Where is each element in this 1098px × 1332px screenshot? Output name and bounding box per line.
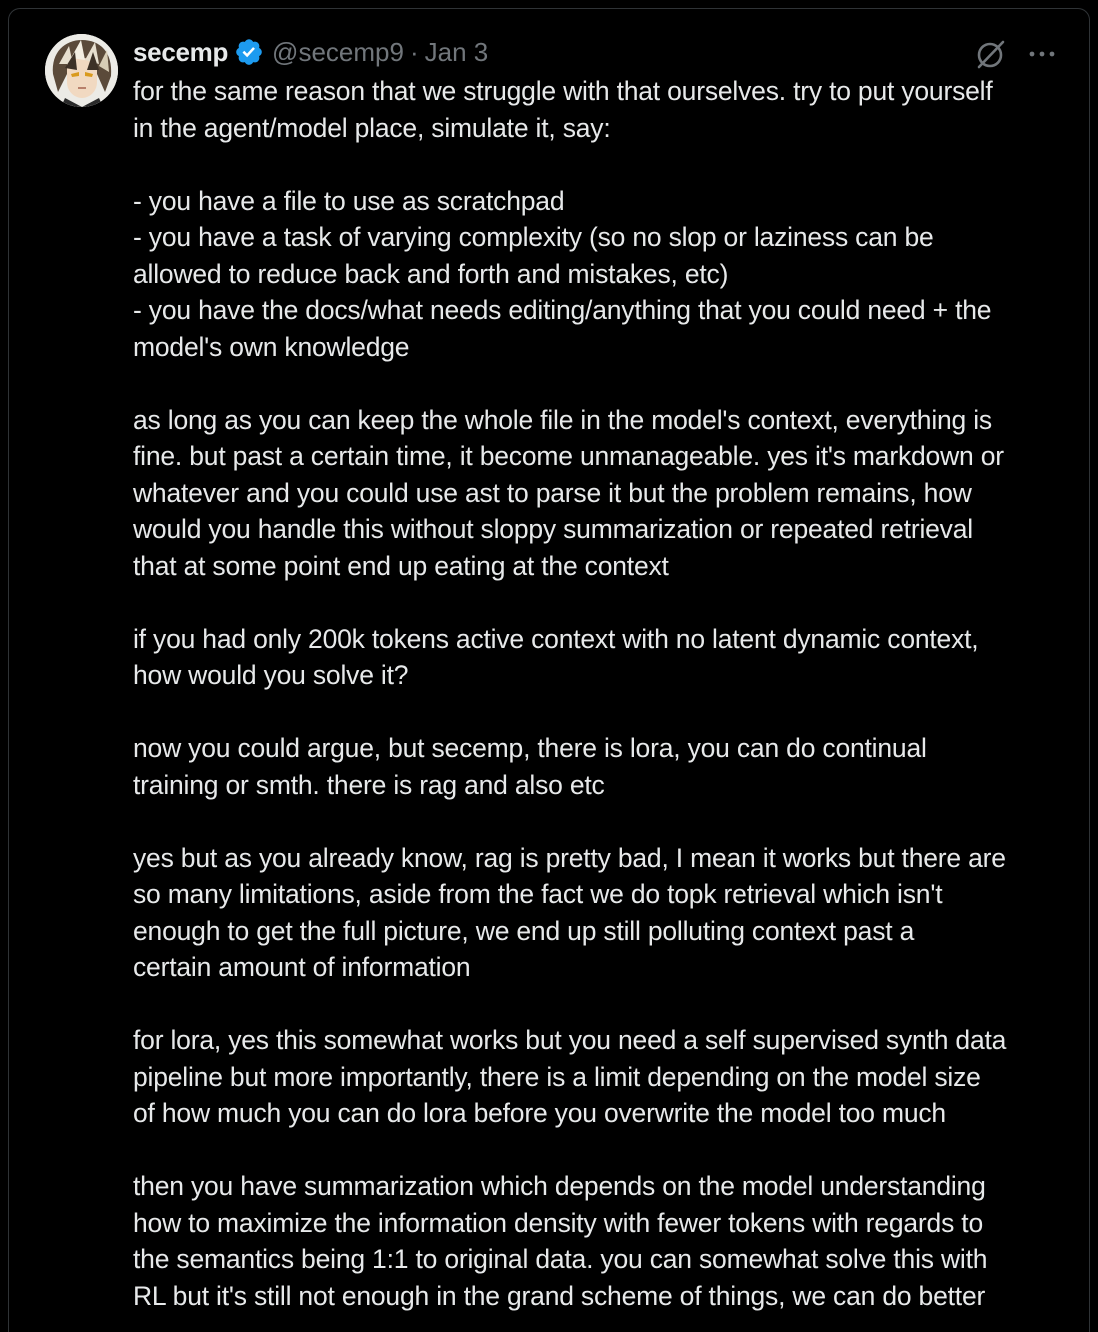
verified-badge-icon[interactable] bbox=[234, 37, 264, 67]
anime-avatar-icon bbox=[45, 34, 118, 107]
post-paragraph: as long as you can keep the whole file in the model's context, everything is fine. but past a certain time, it become unmanageable. yes it's markdown or whatever and you could use ast to parse it but the problem remains, how would you handle this without sloppy summarization or repeated retrieval that at some point end up eating at the context bbox=[133, 404, 1004, 581]
grok-icon[interactable] bbox=[975, 38, 1007, 70]
post-paragraph: for lora, yes this somewhat works but you need a self supervised synth data pipeline but more importantly, there is a limit depending on the model size of how much you can do lora before you overwrite the model too much bbox=[133, 1025, 1007, 1128]
more-icon[interactable] bbox=[1025, 37, 1059, 71]
post-paragraph: - you have a file to use as scratchpad - you have a task of varying complexity (so no slop or laziness can be allowed to reduce back and forth and mistakes, etc) - you have the docs/what needs editing/anything that you could need + the model's own knowledge bbox=[133, 185, 992, 362]
post-paragraph: if you had only 200k tokens active context with no latent dynamic context, how would you solve it? bbox=[133, 623, 979, 690]
post-date[interactable]: Jan 3 bbox=[424, 36, 489, 67]
post-text bbox=[133, 73, 1081, 1314]
author-handle[interactable]: @secemp9 bbox=[272, 36, 404, 67]
post-paragraph: for the same reason that we struggle with that ourselves. try to put yourself in the agent/model place, simulate it, say: bbox=[133, 76, 993, 143]
post-card[interactable] bbox=[8, 8, 1090, 1332]
meta-separator: · bbox=[409, 36, 419, 67]
post-paragraph: then you have summarization which depends on the model understanding how to maximize the information density with fewer tokens with regards to the semantics being 1:1 to original data. you can somewhat solve this with RL but it's still not enough in the grand scheme of things, we can do better bbox=[133, 1171, 988, 1311]
post-paragraph: now you could argue, but secemp, there is lora, you can do continual training or smth. there is rag and also etc bbox=[133, 733, 927, 800]
header-actions bbox=[975, 37, 1059, 71]
display-name[interactable]: secemp bbox=[133, 36, 229, 67]
avatar[interactable] bbox=[45, 34, 118, 107]
post-paragraph: yes but as you already know, rag is pretty bad, I mean it works but there are so many limitations, aside from the fact we do topk retrieval which isn't enough to get the full picture, we end up still polluting context past a certain amount of information bbox=[133, 842, 1006, 982]
post-header bbox=[133, 35, 488, 69]
